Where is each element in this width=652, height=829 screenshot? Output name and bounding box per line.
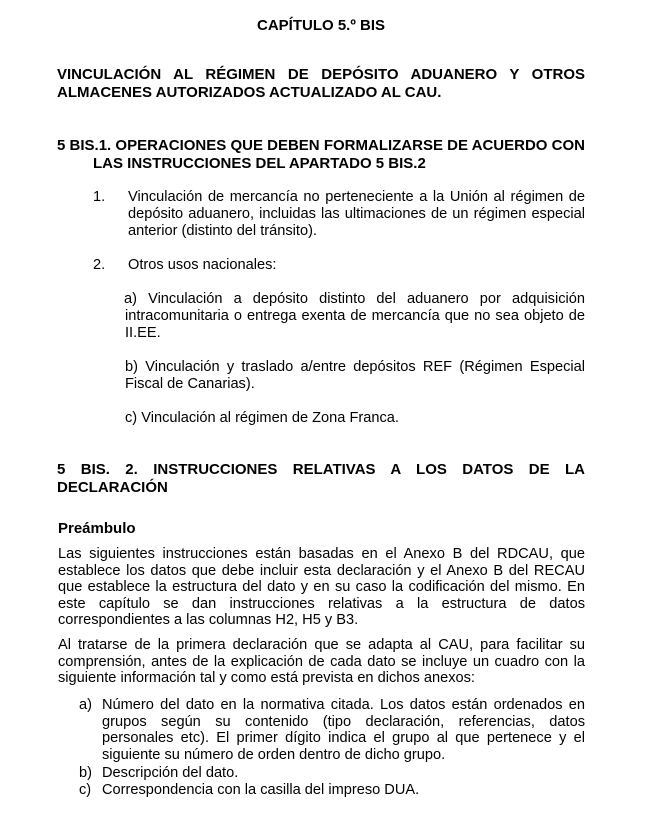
list-item — [93, 257, 585, 275]
chapter-title: CAPÍTULO 5.º BIS — [257, 17, 385, 34]
section-2-heading — [57, 461, 585, 497]
main-heading-line-1: VINCULACIÓN AL RÉGIMEN DE DEPÓSITO ADUANERO Y OTROS — [57, 66, 585, 83]
sub-list-text: Vinculación y traslado a/entre depósitos REF (Régimen Especial Fiscal de Canarias). — [125, 359, 585, 392]
sub-list-item — [125, 410, 585, 427]
paragraph: Las siguientes instrucciones están basadas en el Anexo B del RDCAU, que establece los datos que debe incluir esta declaración y el Anexo B del RECAU que establece la estructura del dato y en su caso la codificación del mismo. En este capítulo se dan instrucciones relativas a la estructura de datos correspondientes a las columnas H2, H5 y B3. — [58, 546, 585, 629]
section-2-heading-line-1: 5 BIS. 2. INSTRUCCIONES RELATIVAS A LOS DATOS DE LA — [57, 461, 585, 478]
lettered-list-label: b) — [79, 765, 92, 781]
lettered-list-label: c) — [79, 782, 92, 798]
list-item-number: 1. — [93, 189, 106, 205]
sub-list-text: Vinculación al régimen de Zona Franca. — [141, 410, 399, 426]
main-heading-line-2: ALMACENES AUTORIZADOS ACTUALIZADO AL CAU. — [57, 84, 442, 101]
lettered-list-text: Descripción del dato. — [102, 765, 239, 781]
lettered-list-text: Número del dato en la normativa citada. Los datos están ordenados en grupos según su contenido (tipo declaración, referencias, datos personales etc). El primer dígito indica el grupo al que pertenece y el siguiente su número de orden dentro de dicho grupo. — [102, 697, 585, 763]
lettered-list-text: Correspondencia con la casilla del impreso DUA. — [102, 782, 420, 798]
paragraph: Al tratarse de la primera declaración que se adapta al CAU, para facilitar su comprensión, antes de la explicación de cada dato se incluye un cuadro con la siguiente información tal y como está prevista en dichos anexos: — [58, 637, 585, 687]
lettered-list-item — [79, 697, 585, 763]
sub-list-item — [125, 359, 585, 393]
section-1-heading-line-1: 5 BIS.1. OPERACIONES QUE DEBEN FORMALIZARSE DE ACUERDO CON — [57, 137, 585, 154]
section-1-heading-line-2: LAS INSTRUCCIONES DEL APARTADO 5 BIS.2 — [93, 155, 426, 172]
list-item-number: 2. — [93, 257, 106, 273]
sub-list-label: a) — [124, 291, 137, 307]
section-2-heading-line-2: DECLARACIÓN — [57, 479, 168, 496]
lettered-list-label: a) — [79, 697, 92, 713]
lettered-list-item — [79, 765, 585, 782]
list-item — [93, 189, 585, 241]
sub-list-text: Vinculación a depósito distinto del aduanero por adquisición intracomunitaria o entrega exenta de mercancía que no sea objeto de II.EE. — [125, 291, 585, 341]
sub-list-item — [125, 291, 585, 342]
list-item-text: Vinculación de mercancía no perteneciente a la Unión al régimen de depósito aduanero, incluidas las ultimaciones de un régimen especial anterior (distinto del tránsito). — [128, 189, 585, 239]
section-1-heading — [57, 137, 585, 173]
preamble-title: Preámbulo — [58, 520, 136, 537]
main-heading — [57, 66, 585, 102]
sub-list-label: b) — [125, 359, 138, 375]
sub-list-label: c) — [125, 410, 138, 426]
list-item-text: Otros usos nacionales: — [128, 257, 277, 273]
lettered-list-item — [79, 782, 585, 799]
